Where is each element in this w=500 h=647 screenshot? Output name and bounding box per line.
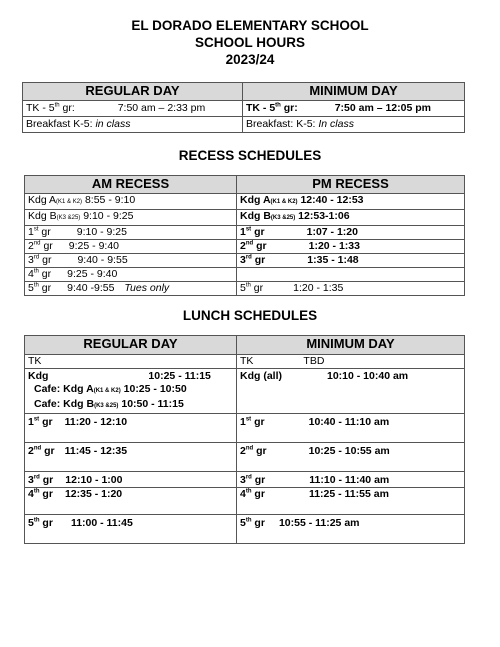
table-row	[25, 282, 465, 296]
minimum-day-hours: TK - 5th gr: 7:50 am – 12:05 pm	[243, 101, 465, 117]
lunch-regular-cell: 5th gr 11:00 - 11:45	[25, 515, 237, 544]
am-recess-cell: 5th gr 9:40 -9:55 Tues only	[25, 282, 237, 296]
pm-recess-cell: 5th gr 1:20 - 1:35	[237, 282, 465, 296]
table-row	[25, 226, 465, 240]
lunch-minimum-cell: 3rd gr 11:10 - 11:40 am	[237, 472, 465, 488]
table-row	[25, 210, 465, 226]
lunch-regular-cell: 1st gr 11:20 - 12:10	[25, 414, 237, 443]
table-row	[25, 472, 465, 488]
school-hours-table	[22, 82, 465, 133]
am-recess-cell: 4th gr 9:25 - 9:40	[25, 268, 237, 282]
regular-day-breakfast: Breakfast K-5: in class	[23, 117, 243, 133]
pm-recess-cell: Kdg B(K3 &25) 12:53-1:06	[237, 210, 465, 226]
minimum-day-heading: MINIMUM DAY	[243, 83, 465, 101]
lunch-minimum-cell: 2nd gr 10:25 - 10:55 am	[237, 443, 465, 472]
lunch-regular-cell: 3rd gr 12:10 - 1:00	[25, 472, 237, 488]
am-recess-cell: Kdg B(K3 &25) 9:10 - 9:25	[25, 210, 237, 226]
lunch-table	[24, 335, 465, 544]
lunch-regular-day-heading: REGULAR DAY	[25, 336, 237, 355]
document-title: SCHOOL HOURS	[194, 35, 305, 50]
table-row	[25, 414, 465, 443]
pm-recess-cell: Kdg A(K1 & K2) 12:40 - 12:53	[237, 194, 465, 210]
am-recess-heading: AM RECESS	[25, 176, 237, 194]
table-row	[25, 369, 465, 414]
pm-recess-heading: PM RECESS	[237, 176, 465, 194]
lunch-minimum-cell: 4th gr 11:25 - 11:55 am	[237, 488, 465, 515]
minimum-day-breakfast: Breakfast: K-5: In class	[243, 117, 465, 133]
school-name: EL DORADO ELEMENTARY SCHOOL	[131, 18, 369, 33]
table-row	[25, 268, 465, 282]
recess-table	[24, 175, 465, 296]
am-recess-cell: Kdg A(K1 & K2) 8:55 - 9:10	[25, 194, 237, 210]
lunch-regular-cell: Kdg 10:25 - 11:15 Cafe: Kdg A(K1 & K2) 10:25 - 10:50 Cafe: Kdg B(K3 &25) 10:50 - 11:15	[25, 369, 237, 414]
lunch-minimum-cell: TK TBD	[237, 355, 465, 369]
table-row	[25, 488, 465, 515]
am-recess-cell: 2nd gr 9:25 - 9:40	[25, 240, 237, 254]
table-row	[25, 240, 465, 254]
lunch-minimum-cell: 5th gr 10:55 - 11:25 am	[237, 515, 465, 544]
lunch-minimum-cell: 1st gr 10:40 - 11:10 am	[237, 414, 465, 443]
lunch-regular-cell: 2nd gr 11:45 - 12:35	[25, 443, 237, 472]
am-recess-cell: 1st gr 9:10 - 9:25	[25, 226, 237, 240]
table-row	[25, 194, 465, 210]
table-row	[25, 443, 465, 472]
regular-day-heading: REGULAR DAY	[23, 83, 243, 101]
lunch-regular-cell: TK	[25, 355, 237, 369]
table-row	[25, 254, 465, 268]
lunch-regular-cell: 4th gr 12:35 - 1:20	[25, 488, 237, 515]
lunch-minimum-cell: Kdg (all) 10:10 - 10:40 am	[237, 369, 465, 414]
regular-day-hours: TK - 5th gr: 7:50 am – 2:33 pm	[23, 101, 243, 117]
table-row	[25, 355, 465, 369]
am-recess-cell: 3rd gr 9:40 - 9:55	[25, 254, 237, 268]
pm-recess-cell	[237, 268, 465, 282]
recess-section-title: RECESS SCHEDULES	[178, 148, 322, 163]
pm-recess-cell: 1st gr 1:07 - 1:20	[237, 226, 465, 240]
pm-recess-cell: 3rd gr 1:35 - 1:48	[237, 254, 465, 268]
school-year: 2023/24	[225, 52, 275, 67]
pm-recess-cell: 2nd gr 1:20 - 1:33	[237, 240, 465, 254]
lunch-section-title: LUNCH SCHEDULES	[182, 308, 318, 323]
table-row	[25, 515, 465, 544]
lunch-minimum-day-heading: MINIMUM DAY	[237, 336, 465, 355]
